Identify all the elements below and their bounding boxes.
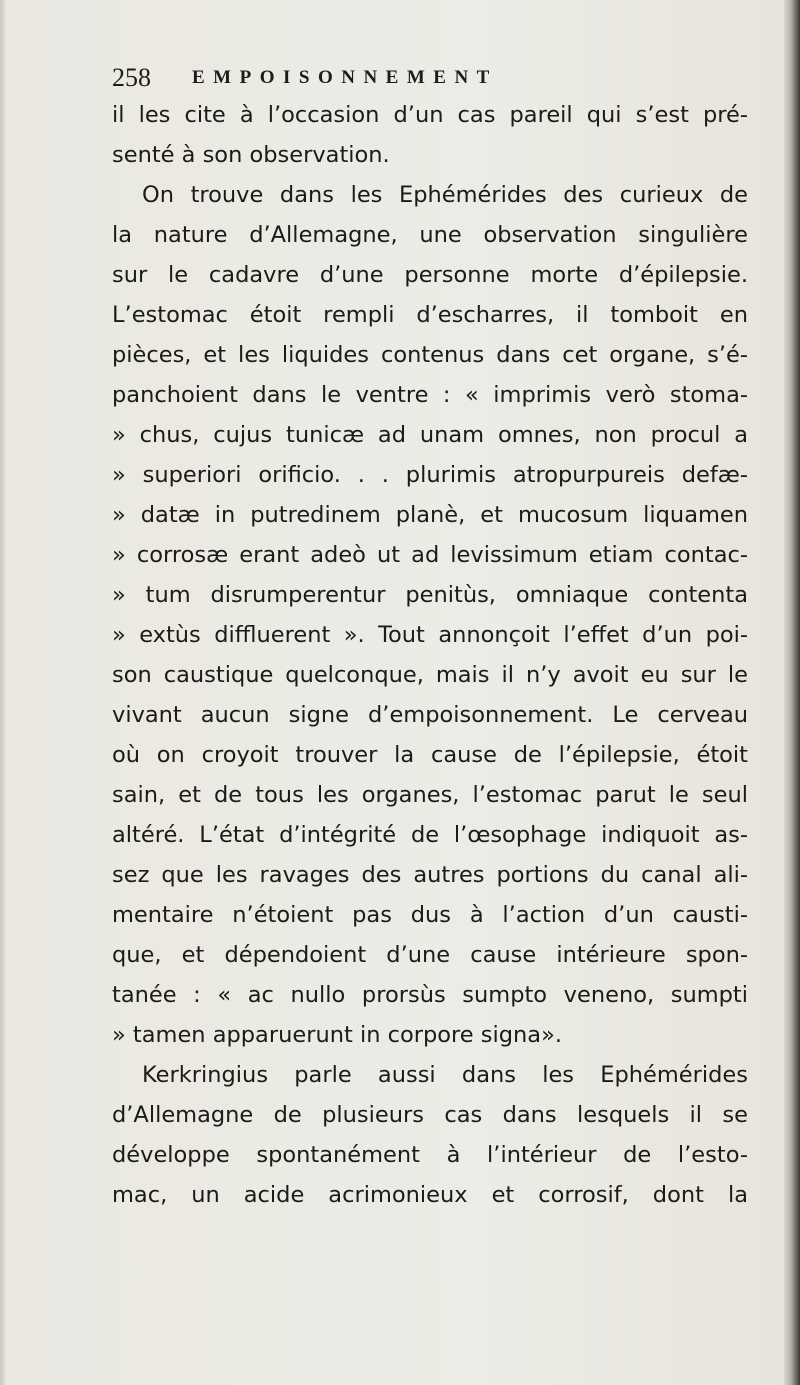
text-line: où on croyoit trouver la cause de l’épilepsie, étoit bbox=[112, 742, 748, 768]
text-line: » superiori orificio. . . plurimis atropurpureis defæ- bbox=[112, 462, 748, 488]
text-line: sez que les ravages des autres portions du canal ali- bbox=[112, 862, 748, 888]
text-line: sur le cadavre d’une personne morte d’épilepsie. bbox=[112, 262, 748, 288]
text-line: que, et dépendoient d’une cause intérieure spon- bbox=[112, 942, 748, 968]
page-header bbox=[112, 62, 752, 94]
running-title: EMPOISONNEMENT bbox=[192, 67, 498, 88]
page-number: 258 bbox=[112, 63, 151, 92]
text-line: tanée : « ac nullo prorsùs sumpto veneno, sumpti bbox=[112, 982, 748, 1008]
text-line: » corrosæ erant adeò ut ad levissimum etiam contac- bbox=[112, 542, 748, 568]
text-line: » extùs diffluerent ». Tout annonçoit l’effet d’un poi- bbox=[112, 622, 748, 648]
text-line: sain, et de tous les organes, l’estomac parut le seul bbox=[112, 782, 748, 808]
text-line: il les cite à l’occasion d’un cas pareil qui s’est pré- bbox=[112, 102, 748, 128]
text-line: altéré. L’état d’intégrité de l’œsophage indiquoit as- bbox=[112, 822, 748, 848]
text-line: » tum disrumperentur penitùs, omniaque contenta bbox=[112, 582, 748, 608]
text-line: » chus, cujus tunicæ ad unam omnes, non procul a bbox=[112, 422, 748, 448]
text-line: développe spontanément à l’intérieur de l’esto- bbox=[112, 1142, 748, 1168]
text-line: senté à son observation. bbox=[112, 142, 390, 168]
text-line: d’Allemagne de plusieurs cas dans lesquels il se bbox=[112, 1102, 748, 1128]
text-line: » datæ in putredinem planè, et mucosum liquamen bbox=[112, 502, 748, 528]
text-line: » tamen apparuerunt in corpore signa». bbox=[112, 1022, 563, 1048]
page-left-edge bbox=[0, 0, 6, 1385]
text-line: panchoient dans le ventre : « imprimis verò stoma- bbox=[112, 382, 748, 408]
text-line: Kerkringius parle aussi dans les Ephémérides bbox=[142, 1062, 748, 1088]
text-line: On trouve dans les Ephémérides des curieux de bbox=[142, 182, 748, 208]
text-line: mentaire n’étoient pas dus à l’action d’un causti- bbox=[112, 902, 748, 928]
text-line: mac, un acide acrimonieux et corrosif, dont la bbox=[112, 1182, 748, 1208]
text-line: vivant aucun signe d’empoisonnement. Le cerveau bbox=[112, 702, 748, 728]
body-text bbox=[112, 95, 748, 1215]
text-line: la nature d’Allemagne, une observation singulière bbox=[112, 222, 748, 248]
page-right-edge-shadow bbox=[784, 0, 800, 1385]
text-line: L’estomac étoit rempli d’escharres, il tomboit en bbox=[112, 302, 748, 328]
text-line: son caustique quelconque, mais il n’y avoit eu sur le bbox=[112, 662, 748, 688]
text-line: pièces, et les liquides contenus dans cet organe, s’é- bbox=[112, 342, 748, 368]
